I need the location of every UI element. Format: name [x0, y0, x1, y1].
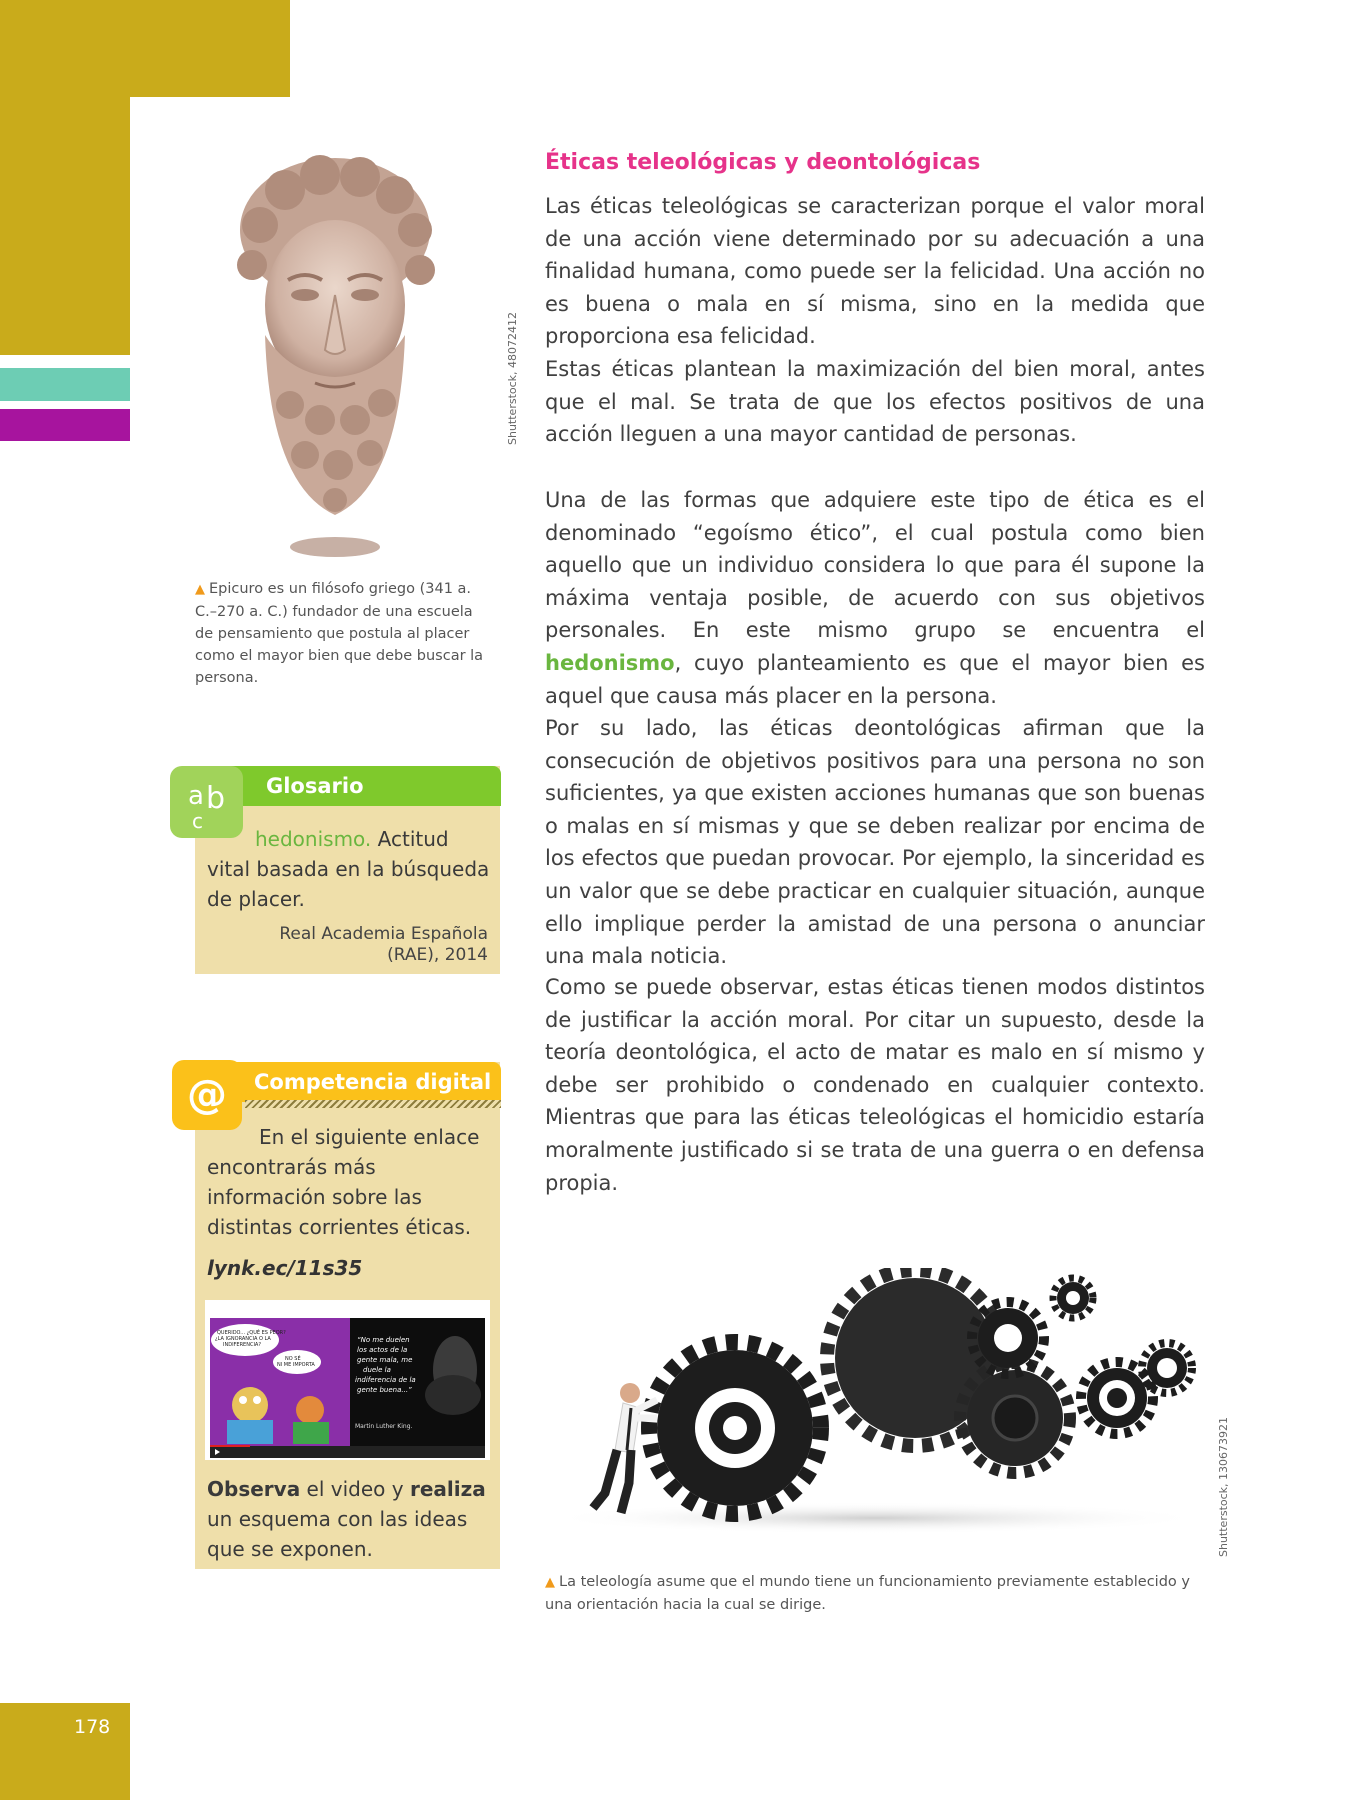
bust-caption-text: Epicuro es un filósofo griego (341 a. C.–270 a. C.) fundador de una escuela de pensamiento que postula al placer como el mayor bien que debe buscar la persona. — [195, 581, 484, 686]
paragraph-5: Como se puede observar, estas éticas tienen modos distintos de justificar la acción moral. Por citar un supuesto, desde la teoría deontológica, el acto de matar es malo en sí mismo y debe ser prohibido o condenado en cualquier contexto. Mientras que para las éticas teleológicas el homicidio estaría moralmente justificado si se trata de una guerra o en defensa propia. — [545, 975, 1205, 1195]
glossary-source-line1: Real Academia Española — [279, 924, 488, 944]
glossary-definition: Actitud vital basada en la búsqueda de placer. — [207, 827, 490, 911]
digital-title: Competencia digital — [254, 1070, 492, 1094]
paragraph-3-start: Una de las formas que adquiere este tipo de ética es el denominado “egoísmo ético”, el cual postula como bien aquello que un individuo considera lo que para él supone la máxima ventaja posible, de acuerdo con sus objetivos personales. En este mismo grupo se encuentra el — [545, 488, 1205, 643]
bust-photo-credit: Shutterstock, 48072412 — [506, 311, 519, 445]
glossary-source — [207, 924, 488, 966]
svg-text:QUERIDO... ¿QUÉ ES PEOR? ¿: QUERIDO... ¿QUÉ ES PEOR? ¿LA IGNORANCIA O LA INDIFERENCIA? — [215, 1330, 286, 1348]
ochre-side-band — [0, 97, 130, 355]
svg-text:Martin Luther King.: Martin Luther King. — [355, 1423, 413, 1430]
glossary-title: Glosario — [266, 774, 364, 798]
svg-text:b: b — [206, 781, 226, 816]
paragraph-3-end: , cuyo planteamiento es que el mayor bien es aquel que causa más placer en la persona. — [545, 650, 1205, 708]
digital-description — [207, 1122, 492, 1242]
task-verb-realiza: realiza — [409, 1477, 486, 1501]
page-number: 178 — [74, 1716, 111, 1738]
gears-caption-text: La teleología asume que el mundo tiene un funcionamiento previamente establecido y una orientación hacia la cual se dirige. — [545, 1574, 1190, 1613]
video-progress[interactable] — [210, 1445, 250, 1447]
at-sign-icon — [172, 1060, 242, 1130]
digital-header-stripe — [245, 1100, 501, 1108]
paragraph-1: Las éticas teleológicas se caracterizan porque el valor moral de una acción viene determinado por su adecuación a una finalidad humana, como puede ser la felicidad. Una acción no es buena o mala en sí misma, sino en la medida que proporciona esa felicidad. — [545, 194, 1205, 349]
video-controls-bar[interactable] — [210, 1446, 485, 1458]
digital-description-text: En el siguiente enlace encontrarás más información sobre las distintas corrientes éticas. — [207, 1125, 480, 1239]
ochre-footer-band — [0, 1703, 130, 1800]
epicurus-bust-image — [230, 155, 440, 560]
teal-stripe — [0, 368, 130, 401]
bust-caption — [195, 578, 485, 689]
paragraph-3 — [545, 484, 1205, 712]
svg-text:“No me duelen los actos de: “No me duelen los actos de la gente mala, me duele la indiferencia de la gente buena...” — [355, 1336, 416, 1394]
ochre-corner-band — [0, 0, 290, 97]
video-thumbnail[interactable] — [205, 1300, 490, 1460]
glossary-source-line2: (RAE), 2014 — [387, 945, 488, 965]
magenta-stripe — [0, 409, 130, 441]
glossary-badge-letters: a — [188, 781, 204, 811]
triangle-marker-icon: ▲ — [195, 582, 205, 597]
digital-task: Observa el video y realiza un esquema con las ideas que se exponen. — [207, 1477, 486, 1561]
paragraph-4: Por su lado, las éticas deontológicas afirman que la consecución de objetivos positivos para una persona no son suficientes, ya que existen acciones humanas que son buenas o malas en sí mismas y que se deben realizar por encima de los efectos que puedan provocar. Por ejemplo, la sinceridad es un valor que se debe practicar en cualquier situación, aunque ello implique perder la amistad de una persona o anunciar una mala noticia. — [545, 716, 1205, 969]
gears-caption — [545, 1571, 1205, 1616]
task-verb-observa: Observa — [207, 1477, 301, 1501]
hedonismo-term: hedonismo — [545, 650, 675, 675]
gears-photo-credit: Shutterstock, 130673921 — [1217, 1416, 1230, 1557]
glossary-term: hedonismo. — [255, 827, 372, 851]
section-heading: Éticas teleológicas y deontológicas — [545, 150, 981, 175]
digital-badge-symbol: @ — [187, 1072, 227, 1118]
paragraph-2: Estas éticas plantean la maximización del bien moral, antes que el mal. Se trata de que los efectos positivos de una acción lleguen a una mayor cantidad de personas. — [545, 357, 1205, 447]
triangle-marker-icon: ▲ — [545, 1575, 555, 1590]
gears-illustration — [545, 1268, 1205, 1538]
svg-text:NO SÉ NI ME IMPORTA: NO SÉ NI ME IMPORTA — [277, 1356, 315, 1368]
digital-resource-link[interactable]: lynk.ec/11s35 — [207, 1256, 363, 1280]
svg-text:c: c — [192, 809, 203, 833]
glossary-entry — [207, 824, 492, 914]
